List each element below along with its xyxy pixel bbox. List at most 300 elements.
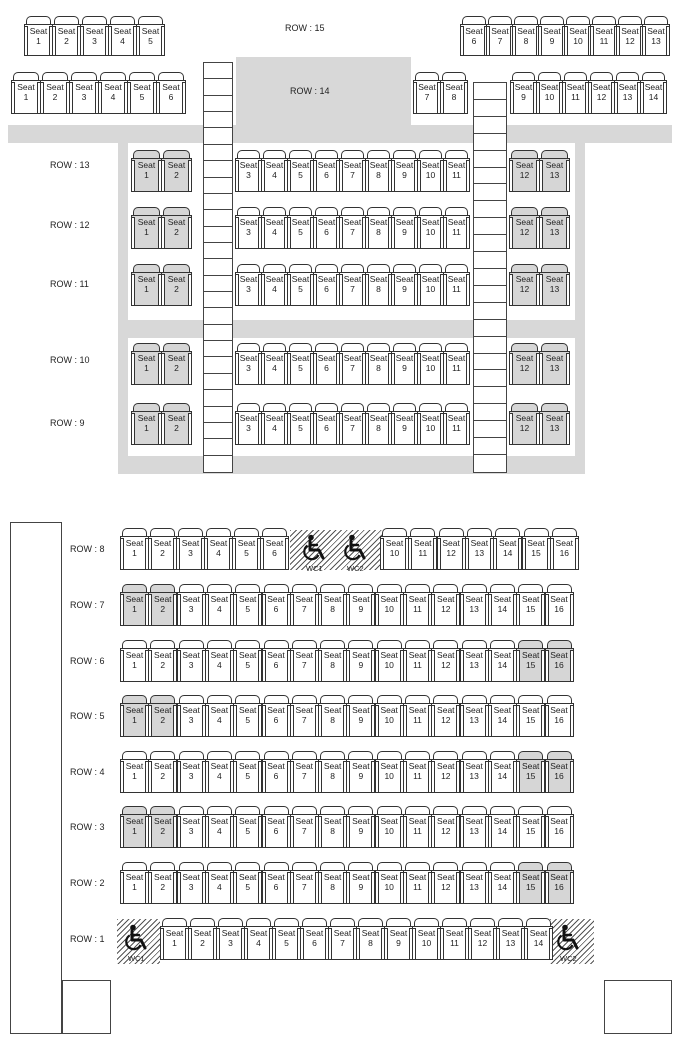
seat-row15-5[interactable] [136, 16, 165, 56]
seat-label: Seat 6 [317, 353, 336, 373]
seat-row13-10[interactable] [417, 150, 444, 192]
seat-row2-11[interactable] [403, 862, 432, 904]
seat-row7-11[interactable] [403, 584, 432, 626]
seat-row10-4[interactable] [261, 343, 288, 385]
seat-row5-14[interactable] [488, 695, 517, 737]
seat-row11-12[interactable] [509, 264, 540, 306]
seat-row3-16[interactable] [545, 806, 574, 848]
seat-label: Seat 4 [265, 413, 284, 433]
seat-label: Seat 8 [369, 413, 388, 433]
seat-row12-13[interactable] [539, 207, 570, 249]
seat-row10-2[interactable] [161, 343, 192, 385]
seat-row2-14[interactable] [488, 862, 517, 904]
seat-row12-6[interactable] [313, 207, 340, 249]
seat-armrest [570, 761, 574, 793]
seat-row6-10[interactable] [375, 640, 404, 682]
seat-label: Seat 4 [265, 353, 284, 373]
seat-row6-3[interactable] [177, 640, 206, 682]
seat-row2-6[interactable] [262, 862, 291, 904]
seat-label: Seat 9 [514, 82, 533, 102]
seat-row4-14[interactable] [488, 751, 517, 793]
row-label-r1: ROW : 1 [70, 934, 105, 944]
seat-row12-8[interactable] [365, 207, 392, 249]
seat-row6-12[interactable] [431, 640, 460, 682]
seat-row1-3[interactable] [216, 918, 245, 960]
seat-row1-1[interactable] [160, 918, 189, 960]
seat-row1-10[interactable] [412, 918, 441, 960]
seat-row5-4[interactable] [205, 695, 234, 737]
stair-step [204, 227, 232, 243]
seat-label: Seat 8 [323, 872, 342, 892]
seat-label: Seat 9 [395, 274, 414, 294]
seat-row10-10[interactable] [417, 343, 444, 385]
seat-row7-2[interactable] [148, 584, 177, 626]
seat-row6-1[interactable] [120, 640, 149, 682]
seat-row5-15[interactable] [516, 695, 545, 737]
seat-label: Seat 5 [238, 872, 257, 892]
seat-row3-7[interactable] [290, 806, 319, 848]
seat-row12-12[interactable] [509, 207, 540, 249]
seat-row8-14[interactable] [493, 528, 522, 570]
seat-row8-15[interactable] [522, 528, 551, 570]
seat-row14-4[interactable] [98, 72, 128, 114]
seat-label: Seat 3 [182, 650, 200, 670]
seat-row15-10[interactable] [564, 16, 592, 56]
seat-label: Seat 3 [239, 413, 258, 433]
seat-row15-4[interactable] [108, 16, 137, 56]
seat-row5-7[interactable] [290, 695, 319, 737]
seat-label: Seat 10 [380, 872, 398, 892]
seat-row3-2[interactable] [148, 806, 177, 848]
stair-step [474, 438, 506, 455]
seat-row15-12[interactable] [616, 16, 644, 56]
seat-row3-4[interactable] [205, 806, 234, 848]
seat-row15-9[interactable] [538, 16, 566, 56]
seat-label: Seat 4 [210, 650, 229, 670]
seat-label: Seat 6 [267, 816, 285, 836]
seat-row2-5[interactable] [233, 862, 262, 904]
seat-label: Seat 10 [421, 217, 440, 237]
seat-row2-8[interactable] [318, 862, 347, 904]
seat-row8-13[interactable] [465, 528, 494, 570]
seat-row12-2[interactable] [161, 207, 192, 249]
seat-row5-9[interactable] [346, 695, 375, 737]
seat-row11-4[interactable] [261, 264, 288, 306]
seat-row3-15[interactable] [516, 806, 545, 848]
seat-row15-11[interactable] [590, 16, 618, 56]
seat-row1-8[interactable] [356, 918, 385, 960]
seat-row9-5[interactable] [287, 403, 314, 445]
seat-row12-1[interactable] [131, 207, 162, 249]
seat-label: Seat 10 [380, 705, 398, 725]
seat-row13-9[interactable] [391, 150, 418, 192]
seat-label: Seat 9 [395, 353, 414, 373]
seat-label: Seat 16 [550, 872, 568, 892]
stair-step [204, 178, 232, 194]
seat-row10-3[interactable] [235, 343, 262, 385]
seat-row1-9[interactable] [384, 918, 413, 960]
seat-row13-3[interactable] [235, 150, 262, 192]
seat-label: Seat 6 [162, 82, 180, 102]
seat-label: Seat 16 [555, 538, 574, 558]
seat-row9-12[interactable] [509, 403, 540, 445]
seat-row7-14[interactable] [488, 584, 517, 626]
seat-row14-10[interactable] [536, 72, 563, 114]
seat-label: Seat 6 [267, 594, 285, 614]
seat-label: Seat 7 [343, 274, 362, 294]
seat-label: Seat 3 [239, 353, 258, 373]
seat-row14-5[interactable] [127, 72, 157, 114]
seat-row10-7[interactable] [339, 343, 366, 385]
seat-row14-3[interactable] [69, 72, 99, 114]
seat-row3-10[interactable] [375, 806, 404, 848]
seat-row5-8[interactable] [318, 695, 347, 737]
seat-armrest [182, 82, 186, 114]
seat-row7-1[interactable] [120, 584, 149, 626]
stair-step [204, 63, 232, 79]
seat-row9-13[interactable] [539, 403, 570, 445]
seat-row4-3[interactable] [177, 751, 206, 793]
seat-row10-1[interactable] [131, 343, 162, 385]
seat-row11-9[interactable] [391, 264, 418, 306]
seat-row12-11[interactable] [443, 207, 470, 249]
seat-label: Seat 13 [545, 413, 564, 433]
seat-row6-2[interactable] [148, 640, 177, 682]
seat-row7-16[interactable] [545, 584, 574, 626]
seat-row7-7[interactable] [290, 584, 319, 626]
stair-step [204, 145, 232, 161]
seat-label: Seat 13 [470, 538, 489, 558]
seat-label: Seat 11 [408, 705, 427, 725]
seat-label: Seat 8 [445, 82, 463, 102]
seat-label: Seat 2 [167, 160, 186, 180]
seat-label: Seat 5 [238, 594, 257, 614]
seat-row9-6[interactable] [313, 403, 340, 445]
seat-row6-5[interactable] [233, 640, 262, 682]
seat-row8-10[interactable] [380, 528, 409, 570]
seat-row3-3[interactable] [177, 806, 206, 848]
seat-label: Seat 9 [352, 872, 370, 892]
seat-label: Seat 13 [465, 650, 483, 670]
seat-row2-16[interactable] [545, 862, 574, 904]
seat-row13-5[interactable] [287, 150, 314, 192]
seat-row14-14[interactable] [640, 72, 667, 114]
seat-row3-6[interactable] [262, 806, 291, 848]
seat-row15-13[interactable] [642, 16, 670, 56]
seat-row5-2[interactable] [148, 695, 177, 737]
seat-label: Seat 1 [125, 594, 144, 614]
seat-row5-6[interactable] [262, 695, 291, 737]
seat-label: Seat 12 [515, 353, 534, 373]
seat-row15-7[interactable] [486, 16, 514, 56]
seat-row11-7[interactable] [339, 264, 366, 306]
row-label-r3: ROW : 3 [70, 822, 105, 832]
seat-label: Seat 5 [291, 353, 310, 373]
seat-label: Seat 15 [521, 705, 540, 725]
seat-label: Seat 12 [515, 160, 534, 180]
seat-row13-8[interactable] [365, 150, 392, 192]
seat-label: Seat 11 [408, 761, 427, 781]
seat-label: Seat 15 [527, 538, 545, 558]
seat-row13-7[interactable] [339, 150, 366, 192]
seat-label: Seat 6 [267, 705, 285, 725]
seat-row4-6[interactable] [262, 751, 291, 793]
seat-row4-15[interactable] [516, 751, 545, 793]
seat-row6-15[interactable] [516, 640, 545, 682]
seat-row4-16[interactable] [545, 751, 574, 793]
seat-row10-5[interactable] [287, 343, 314, 385]
seat-row15-6[interactable] [460, 16, 488, 56]
seat-row5-11[interactable] [403, 695, 432, 737]
seat-label: Seat 13 [465, 594, 483, 614]
seat-row6-13[interactable] [460, 640, 489, 682]
seat-row14-9[interactable] [510, 72, 537, 114]
seat-row12-5[interactable] [287, 207, 314, 249]
seat-row7-12[interactable] [431, 584, 460, 626]
seat-row13-12[interactable] [509, 150, 540, 192]
seat-armrest [570, 872, 574, 904]
seat-row12-4[interactable] [261, 207, 288, 249]
seat-label: Seat 2 [154, 650, 172, 670]
seat-label: Seat 5 [291, 217, 310, 237]
seat-row13-1[interactable] [131, 150, 162, 192]
seat-row4-8[interactable] [318, 751, 347, 793]
seat-row8-12[interactable] [437, 528, 466, 570]
seat-row7-4[interactable] [205, 584, 234, 626]
seat-row11-5[interactable] [287, 264, 314, 306]
seat-row11-11[interactable] [443, 264, 470, 306]
seat-row7-10[interactable] [375, 584, 404, 626]
seat-row8-2[interactable] [148, 528, 177, 570]
seat-row3-1[interactable] [120, 806, 149, 848]
seat-row7-5[interactable] [233, 584, 262, 626]
seat-row6-9[interactable] [346, 640, 375, 682]
seat-row3-12[interactable] [431, 806, 460, 848]
seat-row13-6[interactable] [313, 150, 340, 192]
seat-row1-12[interactable] [468, 918, 497, 960]
seat-row10-13[interactable] [539, 343, 570, 385]
seat-label: Seat 5 [237, 538, 256, 558]
seat-row8-16[interactable] [550, 528, 579, 570]
seat-row11-1[interactable] [131, 264, 162, 306]
seat-row2-10[interactable] [375, 862, 404, 904]
seat-row2-4[interactable] [205, 862, 234, 904]
seat-label: Seat 14 [498, 538, 517, 558]
seat-row6-14[interactable] [488, 640, 517, 682]
seat-label: Seat 7 [333, 928, 352, 948]
seat-label: Seat 11 [408, 872, 427, 892]
seat-row9-11[interactable] [443, 403, 470, 445]
seat-row1-14[interactable] [524, 918, 553, 960]
seat-row6-11[interactable] [403, 640, 432, 682]
seat-row9-2[interactable] [161, 403, 192, 445]
seat-label: Seat 12 [473, 928, 492, 948]
seat-label: Seat 11 [447, 274, 466, 294]
seat-label: Seat 9 [389, 928, 408, 948]
seat-row14-7[interactable] [413, 72, 441, 114]
seat-row9-10[interactable] [417, 403, 444, 445]
seat-row7-15[interactable] [516, 584, 545, 626]
seat-label: Seat 10 [421, 274, 440, 294]
seat-row4-4[interactable] [205, 751, 234, 793]
seat-row4-7[interactable] [290, 751, 319, 793]
seat-row11-3[interactable] [235, 264, 262, 306]
seat-row15-8[interactable] [512, 16, 540, 56]
seat-label: Seat 11 [414, 538, 432, 558]
seat-row14-11[interactable] [562, 72, 589, 114]
seat-row6-4[interactable] [205, 640, 234, 682]
seat-row12-9[interactable] [391, 207, 418, 249]
seat-row12-10[interactable] [417, 207, 444, 249]
seat-row2-3[interactable] [177, 862, 206, 904]
seat-row6-7[interactable] [290, 640, 319, 682]
seat-row1-7[interactable] [328, 918, 357, 960]
seat-label: Seat 3 [182, 705, 200, 725]
stair-step [474, 100, 506, 117]
seat-row3-11[interactable] [403, 806, 432, 848]
seat-row11-10[interactable] [417, 264, 444, 306]
seat-row14-8[interactable] [440, 72, 468, 114]
seat-row8-1[interactable] [120, 528, 149, 570]
seat-row9-1[interactable] [131, 403, 162, 445]
stair-step [204, 112, 232, 128]
seat-row13-4[interactable] [261, 150, 288, 192]
seat-row11-2[interactable] [161, 264, 192, 306]
seat-row11-8[interactable] [365, 264, 392, 306]
seat-row4-9[interactable] [346, 751, 375, 793]
row-label-r12: ROW : 12 [50, 220, 90, 230]
seat-row8-4[interactable] [204, 528, 233, 570]
seat-row1-5[interactable] [272, 918, 301, 960]
seat-row11-13[interactable] [539, 264, 570, 306]
seat-row12-3[interactable] [235, 207, 262, 249]
seat-row2-1[interactable] [120, 862, 149, 904]
seat-row7-6[interactable] [262, 584, 291, 626]
seat-label: Seat 16 [550, 761, 568, 781]
seat-row13-13[interactable] [539, 150, 570, 192]
seat-row14-2[interactable] [40, 72, 70, 114]
seat-row3-5[interactable] [233, 806, 262, 848]
seat-row3-13[interactable] [460, 806, 489, 848]
seat-row2-12[interactable] [431, 862, 460, 904]
seat-row1-11[interactable] [440, 918, 469, 960]
seat-row9-3[interactable] [235, 403, 262, 445]
seat-row5-16[interactable] [545, 695, 574, 737]
seat-row2-7[interactable] [290, 862, 319, 904]
seat-row6-8[interactable] [318, 640, 347, 682]
seat-armrest [575, 538, 579, 570]
seat-row8-3[interactable] [176, 528, 205, 570]
seat-row10-12[interactable] [509, 343, 540, 385]
seat-row11-6[interactable] [313, 264, 340, 306]
seat-row13-11[interactable] [443, 150, 470, 192]
seat-row4-10[interactable] [375, 751, 404, 793]
seat-row7-13[interactable] [460, 584, 489, 626]
seat-row5-1[interactable] [120, 695, 149, 737]
seat-row8-11[interactable] [408, 528, 437, 570]
seat-row4-2[interactable] [148, 751, 177, 793]
seat-row2-13[interactable] [460, 862, 489, 904]
seat-row3-9[interactable] [346, 806, 375, 848]
seat-row15-1[interactable] [24, 16, 53, 56]
seat-row2-2[interactable] [148, 862, 177, 904]
seat-row1-4[interactable] [244, 918, 273, 960]
seat-label: Seat 9 [395, 160, 414, 180]
seat-row14-13[interactable] [614, 72, 641, 114]
seat-row14-6[interactable] [156, 72, 186, 114]
seat-row4-1[interactable] [120, 751, 149, 793]
seat-row3-8[interactable] [318, 806, 347, 848]
seat-row4-5[interactable] [233, 751, 262, 793]
seat-row9-8[interactable] [365, 403, 392, 445]
seat-label: Seat 1 [17, 82, 35, 102]
seat-row1-13[interactable] [496, 918, 525, 960]
seat-label: Seat 7 [295, 872, 314, 892]
seat-row9-9[interactable] [391, 403, 418, 445]
seat-row6-16[interactable] [545, 640, 574, 682]
stair-step [474, 303, 506, 320]
seat-armrest [464, 82, 468, 114]
seat-label: Seat 9 [352, 761, 370, 781]
seat-row2-9[interactable] [346, 862, 375, 904]
seat-row10-9[interactable] [391, 343, 418, 385]
seat-row4-12[interactable] [431, 751, 460, 793]
seat-row13-2[interactable] [161, 150, 192, 192]
seat-row15-3[interactable] [80, 16, 109, 56]
seat-row2-15[interactable] [516, 862, 545, 904]
seat-label: Seat 6 [317, 413, 336, 433]
seat-row3-14[interactable] [488, 806, 517, 848]
seat-row10-6[interactable] [313, 343, 340, 385]
seat-row6-6[interactable] [262, 640, 291, 682]
seat-row8-5[interactable] [232, 528, 261, 570]
seat-row1-6[interactable] [300, 918, 329, 960]
seat-row4-13[interactable] [460, 751, 489, 793]
seat-label: Seat 12 [592, 82, 611, 102]
seat-row7-3[interactable] [177, 584, 206, 626]
seat-row10-8[interactable] [365, 343, 392, 385]
seat-label: Seat 1 [137, 353, 156, 373]
seat-row14-12[interactable] [588, 72, 615, 114]
seat-armrest [466, 160, 470, 192]
seat-label: Seat 12 [515, 217, 534, 237]
seat-row7-9[interactable] [346, 584, 375, 626]
seat-label: Seat 6 [317, 274, 336, 294]
seat-armrest [566, 217, 570, 249]
seat-row15-2[interactable] [52, 16, 81, 56]
seat-row5-3[interactable] [177, 695, 206, 737]
seat-row9-7[interactable] [339, 403, 366, 445]
seat-label: Seat 5 [291, 413, 310, 433]
seat-row7-8[interactable] [318, 584, 347, 626]
seat-label: Seat 4 [249, 928, 268, 948]
seat-row9-4[interactable] [261, 403, 288, 445]
seat-label: Seat 1 [125, 538, 144, 558]
seat-row5-12[interactable] [431, 695, 460, 737]
seat-row5-10[interactable] [375, 695, 404, 737]
seat-row5-13[interactable] [460, 695, 489, 737]
seat-row12-7[interactable] [339, 207, 366, 249]
seat-row4-11[interactable] [403, 751, 432, 793]
seat-row14-1[interactable] [11, 72, 41, 114]
seat-label: Seat 13 [465, 872, 483, 892]
seat-row10-11[interactable] [443, 343, 470, 385]
seat-row1-2[interactable] [188, 918, 217, 960]
seat-row5-5[interactable] [233, 695, 262, 737]
wheelchair-row1-1-label: WC1 [128, 954, 145, 963]
seat-row8-6[interactable] [260, 528, 289, 570]
row-label-r10: ROW : 10 [50, 355, 90, 365]
